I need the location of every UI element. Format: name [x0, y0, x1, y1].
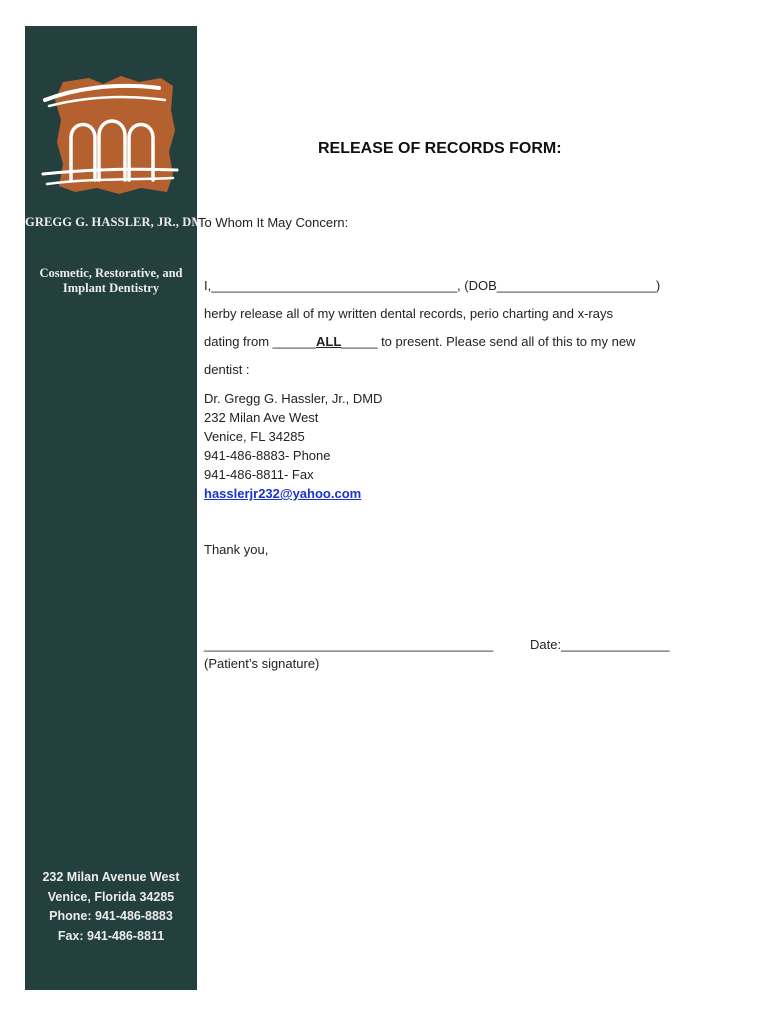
date-range-prefix: dating from ______ — [204, 334, 317, 349]
release-statement: herby release all of my written dental records, perio charting and x-rays — [204, 306, 613, 321]
address-fax: Fax: 941-486-8811 — [57, 928, 165, 943]
dentist-label: dentist : — [204, 362, 250, 377]
recipient-city: Venice, FL 34285 — [204, 429, 305, 444]
recipient-street: 232 Milan Ave West — [204, 410, 319, 425]
signature-caption: (Patient’s signature) — [204, 656, 320, 671]
salutation: To Whom It May Concern: — [198, 215, 349, 230]
recipient-phone: 941-486-8883- Phone — [204, 448, 331, 463]
tagline-line: Implant Dentistry — [62, 281, 160, 295]
date-range-value: ALL — [316, 334, 342, 349]
practice-address — [25, 868, 197, 946]
address-city: Venice, Florida 34285 — [47, 889, 175, 904]
recipient-fax: 941-486-8811- Fax — [204, 467, 314, 482]
letterhead-sidebar — [25, 26, 213, 990]
name-dob-line: I,__________________________________, (DOB______________________) — [204, 278, 661, 293]
address-street: 232 Milan Avenue West — [42, 870, 180, 884]
recipient-name: Dr. Gregg G. Hassler, Jr., DMD — [204, 391, 383, 406]
recipient-email-link[interactable]: hasslerjr232@yahoo.com — [204, 486, 362, 501]
practice-tagline — [25, 266, 197, 296]
date-range-suffix: _____ to present. Please send all of this to my new — [341, 334, 636, 349]
dentist-name: GREGG G. HASSLER, JR., DMD — [25, 215, 213, 229]
address-phone: Phone: 941-486-8883 — [49, 909, 173, 923]
arches-logo-icon — [41, 70, 181, 195]
signature-line[interactable]: ________________________________________ — [204, 637, 494, 652]
date-field[interactable]: Date:_______________ — [530, 637, 670, 652]
tagline-line: Cosmetic, Restorative, and — [39, 266, 183, 280]
closing: Thank you, — [204, 542, 269, 557]
form-title: RELEASE OF RECORDS FORM: — [318, 140, 562, 157]
date-range-line — [204, 334, 635, 349]
